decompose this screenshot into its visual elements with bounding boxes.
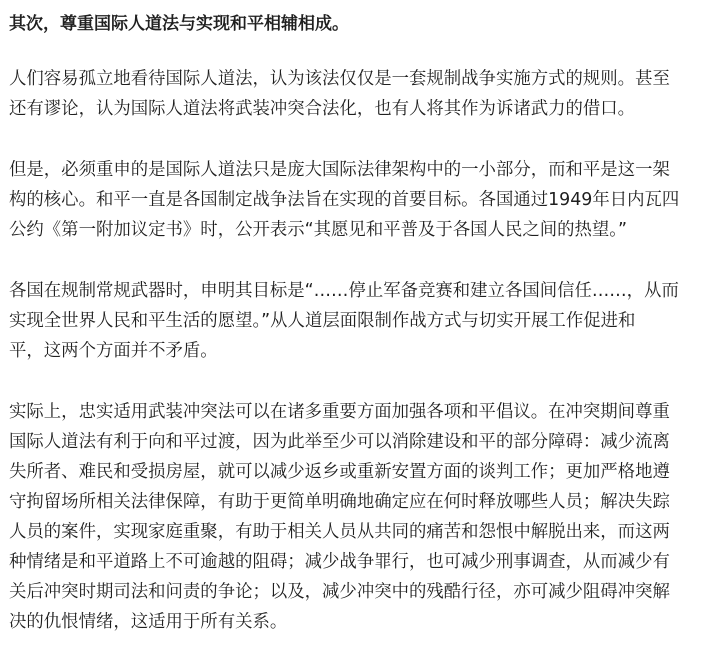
paragraph-line: 人员的案件，实现家庭重聚，有助于相关人员从共同的痛苦和怨恨中解脱出来，而这两 — [9, 522, 670, 542]
paragraph-line: 但是，必须重申的是国际人道法只是庞大国际法律架构中的一小部分，而和平是这一架 — [9, 160, 670, 180]
paragraph-line: 公约《第一附加议定书》时，公开表示“其愿见和平普及于各国人民之间的热望。” — [9, 220, 627, 240]
article-heading: 其次，尊重国际人道法与实现和平相辅相成。 — [9, 14, 349, 34]
paragraph-line: 还有谬论，认为国际人道法将武装冲突合法化，也有人将其作为诉诸武力的借口。 — [9, 99, 636, 119]
paragraph-line: 平，这两个方面并不矛盾。 — [9, 341, 218, 361]
paragraph-line: 实际上，忠实适用武装冲突法可以在诸多重要方面加强各项和平倡议。在冲突期间尊重 — [9, 402, 670, 422]
paragraph-3 — [9, 276, 709, 366]
paragraph-line: 关后冲突时期司法和问责的争论；以及，减少冲突中的残酷行径，亦可减少阻碍冲突解 — [9, 582, 670, 602]
paragraph-line: 失所者、难民和受损房屋，就可以减少返乡或重新安置方面的谈判工作；更加严格地遵 — [9, 462, 670, 482]
paragraph-line: 国际人道法有利于向和平过渡，因为此举至少可以消除建设和平的部分障碍：减少流离 — [9, 432, 670, 452]
paragraph-line: 人们容易孤立地看待国际人道法，认为该法仅仅是一套规制战争实施方式的规则。甚至 — [9, 69, 670, 89]
paragraph-line: 决的仇恨情绪，这适用于所有关系。 — [9, 612, 288, 632]
paragraph-line: 守拘留场所相关法律保障，有助于更简单明确地确定应在何时释放哪些人员；解决失踪 — [9, 492, 670, 512]
paragraph-2 — [9, 155, 709, 245]
paragraph-line: 各国在规制常规武器时，申明其目标是“……停止军备竞赛和建立各国间信任……，从而 — [9, 281, 679, 301]
paragraph-line: 种情绪是和平道路上不可逾越的阻碍；减少战争罪行，也可减少刑事调查，从而减少有 — [9, 552, 670, 572]
paragraph-line: 实现全世界人民和平生活的愿望。”从人道层面限制作战方式与切实开展工作促进和 — [9, 311, 636, 331]
paragraph-4 — [9, 397, 709, 637]
paragraph-line: 构的核心。和平一直是各国制定战争法旨在实现的首要目标。各国通过1949年日内瓦四 — [9, 190, 680, 210]
paragraph-1 — [9, 64, 709, 124]
